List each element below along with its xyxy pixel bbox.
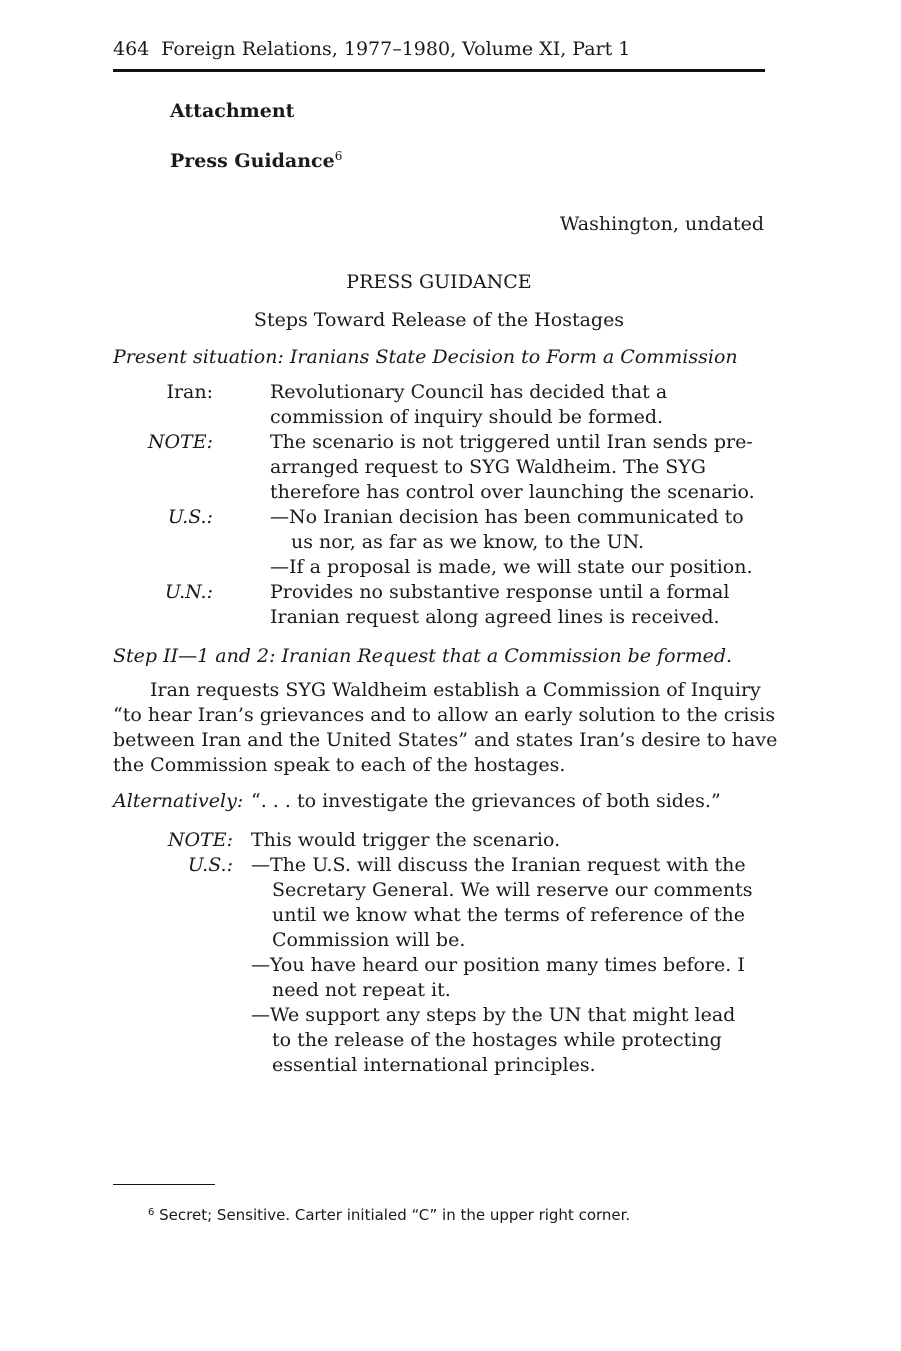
entry-line: therefore has control over launching the scenario.	[270, 481, 755, 503]
document-title	[170, 149, 342, 174]
document-title-text: Press Guidance	[170, 150, 335, 172]
entry-line: commission of inquiry should be formed.	[270, 406, 664, 428]
entry-line: —The U.S. will discuss the Iranian request with the	[251, 854, 746, 876]
entry-line: Secretary General. We will reserve our comments	[272, 879, 753, 901]
step-heading: Step II—1 and 2: Iranian Request that a Commission be formed.	[113, 645, 733, 667]
un-label: U.N.:	[164, 581, 213, 603]
entry-line: Provides no substantive response until a formal	[270, 581, 730, 603]
entry-line: to the release of the hostages while protecting	[272, 1029, 722, 1051]
us-entry	[251, 853, 761, 1078]
running-title: Foreign Relations, 1977–1980, Volume XI, Part 1	[161, 38, 631, 60]
footnote-number: 6	[148, 1207, 155, 1218]
note-label: NOTE:	[167, 829, 233, 851]
footnote	[148, 1205, 630, 1225]
entry-line: —We support any steps by the UN that might lead	[251, 1004, 736, 1026]
entry-line: Commission will be.	[272, 929, 466, 951]
header-rule	[113, 69, 765, 72]
us-label: U.S.:	[187, 854, 233, 876]
entry-line: essential international principles.	[272, 1054, 596, 1076]
footnote-rule	[113, 1184, 215, 1185]
note-label: NOTE:	[147, 431, 213, 453]
present-situation-heading: Present situation: Iranians State Decision to Form a Commission	[113, 346, 738, 368]
entry-line: —If a proposal is made, we will state our position.	[270, 556, 753, 578]
iran-label: Iran:	[166, 381, 213, 403]
us-label: U.S.:	[167, 506, 213, 528]
note-entry	[270, 430, 760, 505]
entry-line: arranged request to SYG Waldheim. The SYG	[270, 456, 706, 478]
entry-line: The scenario is not triggered until Iran sends pre-	[270, 431, 753, 453]
entry-line: need not repeat it.	[272, 979, 451, 1001]
step-paragraph	[113, 678, 778, 778]
dateline: Washington, undated	[559, 213, 764, 235]
attachment-label: Attachment	[170, 100, 295, 122]
alternatively-label: Alternatively:	[113, 790, 244, 812]
alternatively-text: “. . . to investigate the grievances of both sides.”	[251, 790, 721, 812]
entry-line: Iranian request along agreed lines is received.	[270, 606, 720, 628]
note-entry: This would trigger the scenario.	[251, 829, 561, 851]
paragraph-line: between Iran and the United States” and states Iran’s desire to have	[113, 729, 778, 751]
paragraph-line: “to hear Iran’s grievances and to allow an early solution to the crisis	[113, 704, 776, 726]
iran-entry	[270, 380, 760, 430]
running-head	[113, 37, 630, 62]
un-entry	[270, 580, 760, 630]
footnote-reference[interactable]: 6	[334, 149, 343, 163]
paragraph-line: the Commission speak to each of the hostages.	[113, 754, 566, 776]
press-guidance-heading: PRESS GUIDANCE	[346, 271, 532, 293]
entry-line: —You have heard our position many times before. I	[251, 954, 745, 976]
us-entry	[270, 505, 760, 580]
press-guidance-subheading: Steps Toward Release of the Hostages	[253, 309, 625, 331]
paragraph-line: Iran requests SYG Waldheim establish a Commission of Inquiry	[150, 679, 761, 701]
page-number: 464	[113, 38, 150, 60]
footnote-text: Secret; Sensitive. Carter initialed “C” in the upper right corner.	[159, 1206, 631, 1224]
entry-line: us nor, as far as we know, to the UN.	[291, 531, 645, 553]
entry-line: until we know what the terms of reference of the	[272, 904, 745, 926]
entry-line: Revolutionary Council has decided that a	[270, 381, 668, 403]
entry-line: —No Iranian decision has been communicated to	[270, 506, 744, 528]
